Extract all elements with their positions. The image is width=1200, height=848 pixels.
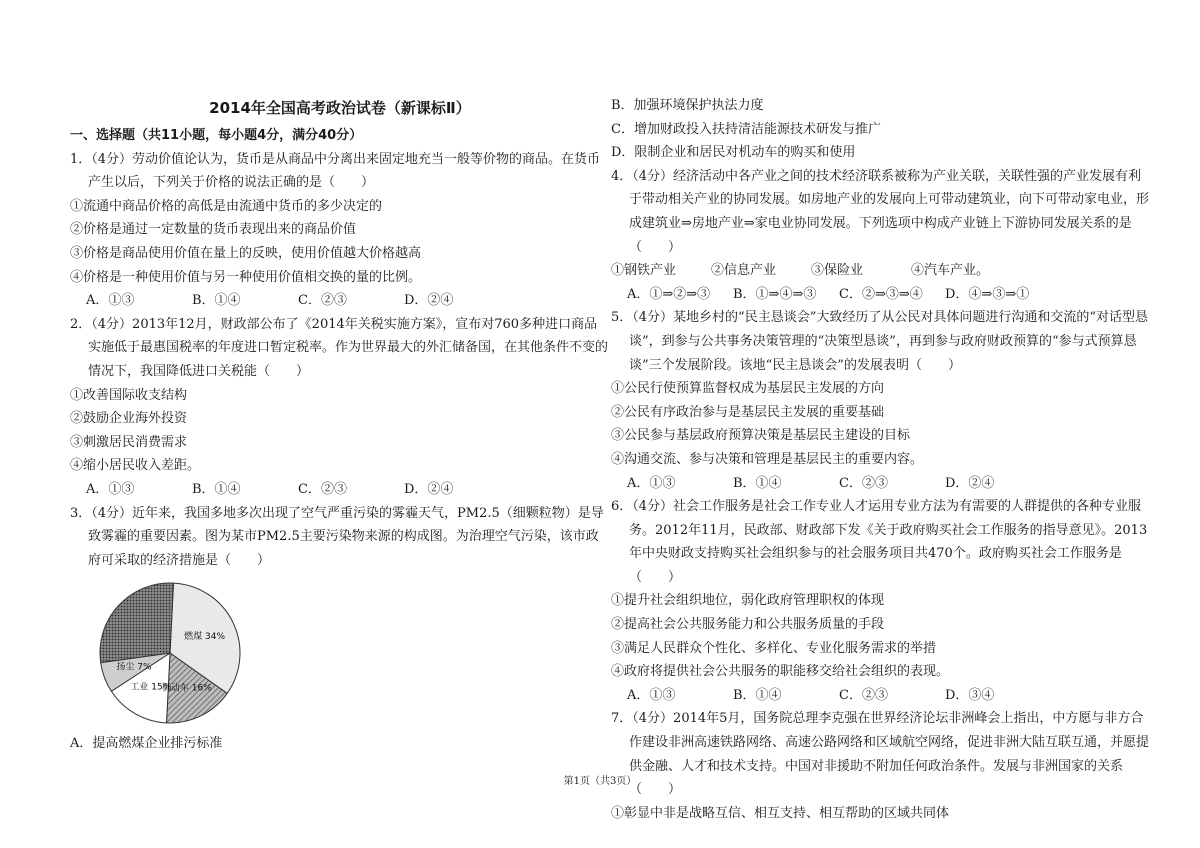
pie-slice-unlabeled [100,583,173,663]
question-2-choices [70,478,610,502]
question-2 [70,313,610,502]
question-1-choices [70,289,610,313]
question-4-item: ②信息产业 [711,263,777,279]
choice-c[interactable]: C．②③ [298,481,347,497]
choice-a[interactable]: A．①⇒②⇒③ [627,286,711,302]
question-4-item: ④汽车产业。 [911,263,990,279]
question-5-choices [611,472,1151,496]
section-heading: 一、选择题（共11小题，每小题4分，满分40分） [70,128,363,143]
question-5-item: ②公民有序政治参与是基层民主发展的重要基础 [611,404,885,420]
choice-b[interactable]: B．①④ [733,475,782,491]
question-1-item: ②价格是通过一定数量的货币表现出来的商品价值 [70,222,357,238]
choice-a[interactable]: A．①③ [86,293,135,309]
choice-b[interactable]: B．①④ [192,481,241,497]
question-1-item: ③价格是商品使用价值在量上的反映，使用价值越大价格越高 [70,245,422,261]
question-2-item: ①改善国际收支结构 [70,387,188,403]
question-4-item: ③保险业 [811,263,864,279]
question-4 [611,165,1151,307]
question-6-item: ①提升社会组织地位，弱化政府管理职权的体现 [611,593,885,609]
question-3-stem: 3．（4分）近年来，我国多地多次出现了空气严重污染的雾霾天气，PM2.5（细颗粒物）是导致雾霾的重要因素。图为某市PM2.5主要污染物来源的构成图。为治理空气污染，该市政府可采取的经济措施是（ ） [70,505,604,568]
choice-c[interactable]: C．②③ [839,475,888,491]
choice-a[interactable]: A．①③ [627,475,676,491]
question-2-item: ②鼓励企业海外投资 [70,411,188,427]
choice-b[interactable]: B．①⇒④⇒③ [733,286,817,302]
question-7 [611,707,1151,825]
question-6-stem: 6．（4分）社会工作服务是社会工作专业人才运用专业方法为有需要的人群提供的各种专业服务。2012年11月，民政部、财政部下发《关于政府购买社会工作服务的指导意见》。2013年中央财政支持购买社会组织参与的社会服务项目共470个。政府购买社会工作服务是（ ） [611,499,1148,585]
choice-d[interactable]: D．②④ [404,481,454,497]
pie-slice-label: 工业 15% [130,682,172,693]
choice-a[interactable]: A．①③ [627,687,676,703]
question-3-option-a[interactable]: A．提高燃煤企业排污标准 [70,736,223,752]
question-2-item: ④缩小居民收入差距。 [70,458,201,474]
question-2-item: ③刺激居民消费需求 [70,434,188,450]
question-1-item: ④价格是一种使用价值与另一种使用价值相交换的量的比例。 [70,269,422,285]
question-6-item: ④政府将提供社会公共服务的职能移交给社会组织的表现。 [611,664,950,680]
pm25-pie-chart [90,578,250,728]
question-4-stem: 4．（4分）经济活动中各产业之间的技术经济联系被称为产业关联，关联性强的产业发展有利于带动相关产业的协同发展。如房地产业的发展向上可带动建筑业，向下可带动家电业，形成建筑业⇒房地产业⇒家电业协同发展。下列选项中构成产业链上下游协同发展关系的是（ ） [611,168,1150,255]
question-5-item: ③公民参与基层政府预算决策是基层民主建设的目标 [611,428,911,444]
question-4-item: ①钢铁产业 [611,263,677,279]
pie-slice-label: 机动车 16% [161,683,212,694]
question-5-item: ④沟通交流、参与决策和管理是基层民主的重要内容。 [611,451,924,467]
choice-b[interactable]: B．①④ [733,687,782,703]
question-7-stem: 7．（4分）2014年5月，国务院总理李克强在世界经济论坛非洲峰会上指出，中方愿与非方合作建设非洲高速铁路网络、高速公路网络和区域航空网络，促进非洲大陆互联互通，并愿提供金融、人才和技术支持。中国对非援助不附加任何政治条件。发展与非洲国家的关系（ ） [611,711,1150,798]
choice-d[interactable]: D．②④ [404,293,454,309]
question-4-choices [611,283,1151,307]
question-3-option-c[interactable]: C．增加财政投入扶持清洁能源技术研发与推广 [611,121,881,137]
choice-b[interactable]: B．①④ [192,293,241,309]
question-6-item: ③满足人民群众个性化、多样化、专业化服务需求的举措 [611,640,937,656]
pie-slice-label: 燃煤 34% [184,632,226,643]
question-1-item: ①流通中商品价格的高低是由流通中货币的多少决定的 [70,198,383,214]
choice-d[interactable]: D．④⇒③⇒① [945,286,1030,302]
question-5-stem: 5．（4分）某地乡村的“民主恳谈会”大致经历了从公民对具体问题进行沟通和交流的“对话型恳谈”，到参与公共事务决策管理的“决策型恳谈”，再到参与政府财政预算的“参与式预算恳谈”三个发展阶段。该地“民主恳谈会”的发展表明（ ） [611,310,1148,373]
question-6-item: ②提高社会公共服务能力和公共服务质量的手段 [611,617,885,633]
question-3-option-b[interactable]: B．加强环境保护执法力度 [611,98,764,113]
choice-a[interactable]: A．①③ [86,481,135,497]
question-2-stem: 2．（4分）2013年12月，财政部公布了《2014年关税实施方案》，宣布对760多种进口商品实施低于最惠国税率的年度进口暂定税率。作为世界最大的外汇储备国，在其他条件不变的情况下，我国降低进口关税能（ ） [70,316,609,379]
question-1 [70,148,610,313]
page-footer: 第1页（共3页） [563,776,637,787]
question-6 [611,495,1151,707]
question-3 [70,502,610,756]
question-7-item: ①彰显中非是战略互信、相互支持、相互帮助的区域共同体 [611,805,950,821]
question-1-stem: 1．（4分）劳动价值论认为，货币是从商品中分离出来固定地充当一般等价物的商品。在货币产生以后，下列关于价格的说法正确的是（ ） [70,151,601,191]
question-5 [611,306,1151,495]
choice-c[interactable]: C．②③ [298,293,347,309]
choice-d[interactable]: D．③④ [945,687,995,703]
right-column [611,94,1151,825]
choice-d[interactable]: D．②④ [945,475,995,491]
question-5-item: ①公民行使预算监督权成为基层民主发展的方向 [611,381,885,397]
choice-c[interactable]: C．②⇒③⇒④ [839,286,923,302]
question-4-items [611,259,1151,283]
question-3-option-d[interactable]: D．限制企业和居民对机动车的购买和使用 [611,145,856,161]
exam-title: 2014年全国高考政治试卷（新课标Ⅱ） [209,99,471,117]
choice-c[interactable]: C．②③ [839,687,888,703]
question-6-choices [611,684,1151,708]
left-column [70,94,610,756]
pie-slice-label: 扬尘 7% [116,662,152,673]
pie-svg [90,578,250,728]
